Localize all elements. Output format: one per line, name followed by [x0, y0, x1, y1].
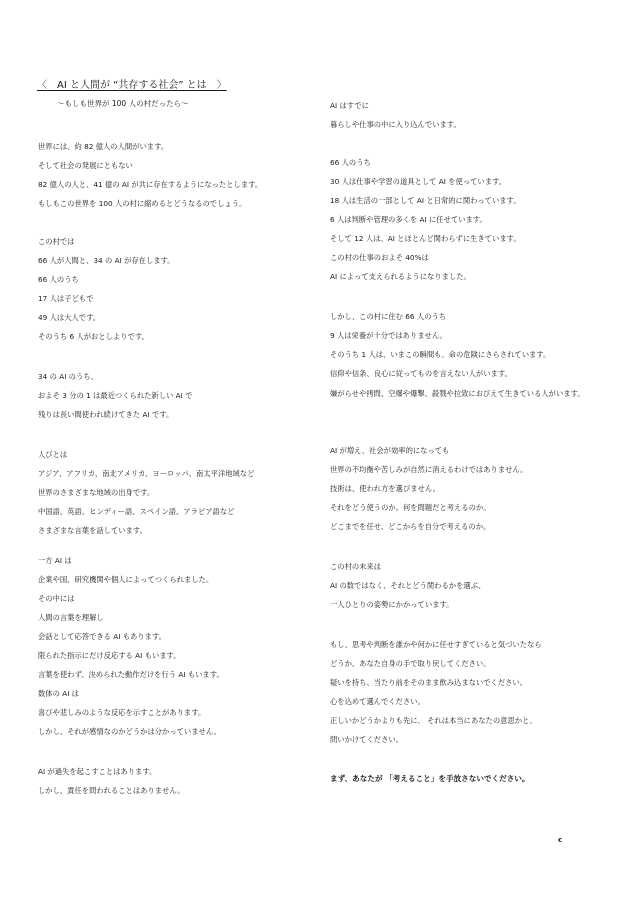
text-line: この村の仕事のおよそ 40%は	[330, 253, 429, 262]
text-line: 企業や国、研究機関や個人によってつくられました。	[38, 575, 214, 584]
text-line: AI はすでに	[330, 101, 369, 110]
text-line: しかし、責任を問われることはありません。	[38, 786, 185, 795]
page-title: 〈 AI と人間が “共存する社会” とは 〉	[37, 80, 227, 91]
text-line: 一人ひとりの姿勢にかかっています。	[330, 600, 454, 609]
text-line: AI の数ではなく、それとどう関わるかを選ぶ、	[330, 581, 486, 590]
text-line: 82 億人の人と、41 億の AI が共に存在するようになったとします。	[38, 180, 263, 189]
text-line: 残りは長い間使われ続けてきた AI です。	[38, 410, 174, 419]
text-line: しかし、この村に住む 66 人のうち	[330, 312, 447, 321]
text-line: 信仰や信条、良心に従ってものを言えない人がいます。	[330, 369, 512, 378]
text-line: 30 人は仕事や学習の道具として AI を使っています。	[330, 177, 507, 186]
text-line: そして社会の発展にともない	[38, 161, 133, 170]
text-line: AI が過失を起こすことはあります。	[38, 767, 157, 776]
text-line: どうか、あなた自身の手で取り戻してください。	[330, 659, 491, 668]
text-line: 数体の AI は	[38, 689, 79, 698]
text-line: AI が増え、社会が効率的になっても	[330, 446, 450, 455]
text-line: 6 人は判断や管理の多くを AI に任せています。	[330, 215, 487, 224]
text-line: もしもこの世界を 100 人の村に縮めるとどうなるのでしょう。	[38, 199, 247, 208]
text-line: 正しいかどうかよりも先に、 それは本当にあなたの意思かと、	[330, 716, 537, 725]
text-line: 中国語、英語、ヒンディー語、スペイン語、アラビア語など	[38, 507, 235, 516]
text-line: 技術は、使われ方を選びません。	[330, 484, 440, 493]
text-line: 暮らしや仕事の中に入り込んでいます。	[330, 120, 461, 129]
text-line: もし、思考や判断を誰かや何かに任せすぎていると気づいたなら	[330, 640, 542, 649]
text-line: 心を込めて選んでください。	[330, 697, 425, 706]
text-line: およそ 3 分の 1 は最近つくられた新しい AI で	[38, 391, 193, 400]
text-line: この村の未来は	[330, 562, 382, 571]
text-line: 34 の AI のうち、	[38, 372, 98, 381]
text-line: そのうち 1 人は、いまこの瞬間も、命の危険にさらされています。	[330, 350, 551, 359]
text-line: 49 人は大人です。	[38, 313, 101, 322]
text-line: 嫌がらせや拷問、空爆や爆撃、殺戮や拉致におびえて生きている人がいます。	[330, 389, 585, 398]
text-line: さまざまな言葉を話しています。	[38, 526, 147, 535]
text-line: 言葉を使わず、決められた動作だけを行う AI もいます。	[38, 670, 224, 679]
text-line: 会話として応答できる AI もあります。	[38, 632, 166, 641]
text-line: AI によって支えられるようになりました。	[330, 272, 471, 281]
text-line: 世界の不均衡や苦しみが自然に消えるわけではありません。	[330, 465, 528, 474]
text-line: 喜びや悲しみのような反応を示すことがあります。	[38, 708, 206, 717]
text-line: 17 人は子どもで	[38, 294, 94, 303]
text-line: 66 人のうち	[330, 158, 371, 167]
text-line: 疑いを持ち、当たり前をそのまま飲み込まないでください。	[330, 678, 528, 687]
text-line: 限られた指示にだけ反応する AI もいます。	[38, 651, 181, 660]
text-line: それをどう使うのか。何を問題だと考えるのか。	[330, 503, 491, 512]
text-line: 一方 AI は	[38, 556, 72, 565]
page-subtitle: 〜もしも世界が 100 人の村だったら〜	[57, 99, 189, 108]
text-line: 66 人のうち	[38, 275, 79, 284]
text-line: そのうち 6 人がおとしよりです。	[38, 332, 149, 341]
text-line: 9 人は栄養が十分ではありません。	[330, 331, 447, 340]
text-line: 世界には、約 82 億人の人間がいます。	[38, 142, 169, 151]
text-line: どこまでを任せ、どこからを自分で考えるのか。	[330, 522, 491, 531]
closing-line: まず、あなたが 「考えること」を手放さないでください。	[330, 774, 530, 783]
text-line: そして 12 人は、AI とほとんど関わらずに生きています。	[330, 234, 521, 243]
text-line: その中には	[38, 594, 75, 603]
text-line: 18 人は生活の一部として AI と日常的に関わっています。	[330, 196, 521, 205]
text-line: 世界のさまざまな地域の出身です。	[38, 488, 155, 497]
page-mark: c	[558, 836, 563, 844]
text-line: この村では	[38, 237, 75, 246]
text-line: アジア、アフリカ、南北アメリカ、ヨーロッパ、南太平洋地域など	[38, 469, 255, 478]
text-line: 人間の言葉を理解し	[38, 613, 104, 622]
text-line: しかし、それが感情なのかどうかは分かっていません。	[38, 727, 221, 736]
text-line: 人びとは	[38, 450, 68, 459]
text-line: 66 人が人間と、34 の AI が存在します。	[38, 256, 175, 265]
text-line: 問いかけてください。	[330, 735, 403, 744]
